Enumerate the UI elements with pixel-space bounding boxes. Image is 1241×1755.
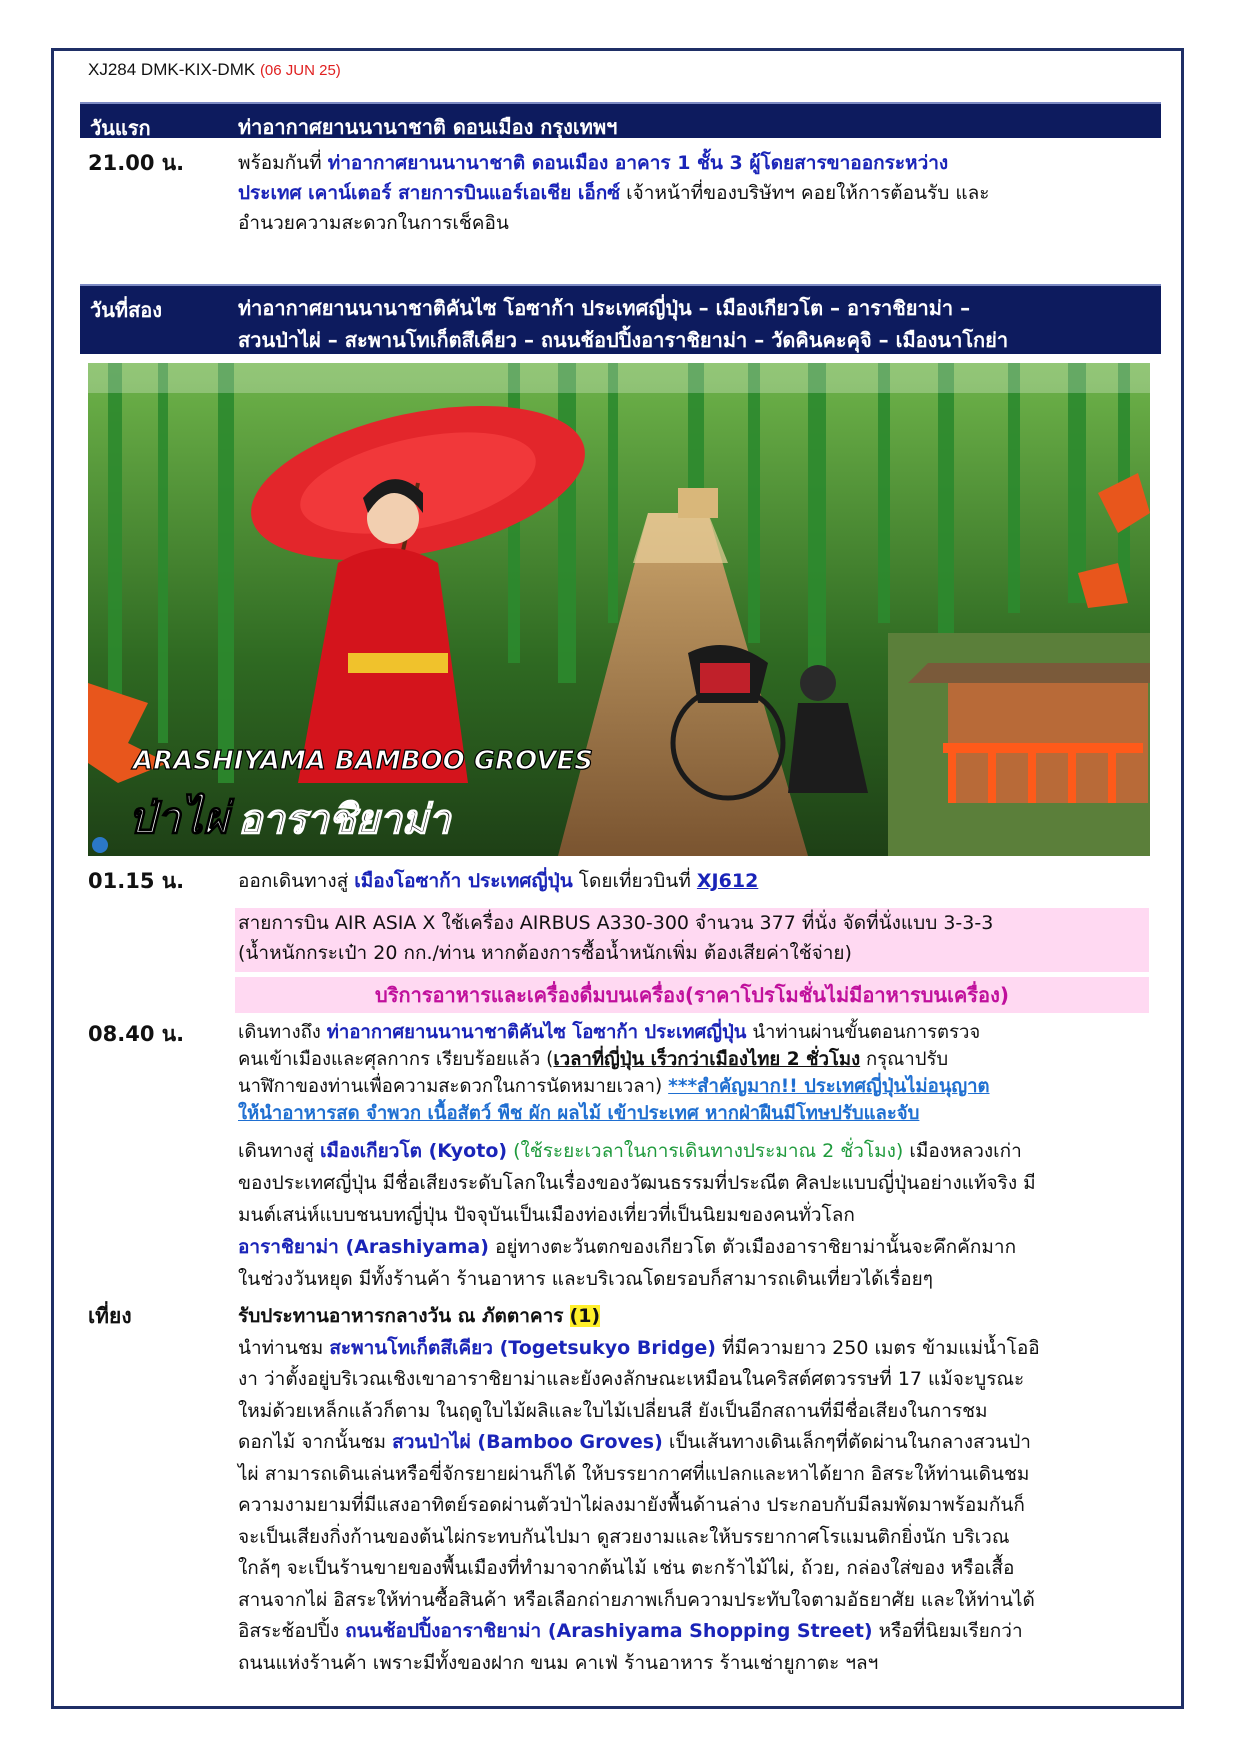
day1-item [88, 148, 1158, 243]
lunch-l3: ใหม่ด้วยเหล็กแล้วก็ตาม ในฤดูใบไม้ผลิและใบไม้เปลี่ยนสี ยังเป็นอีกสถานที่มีชื่อเสียงในการชม [238, 1399, 988, 1422]
kyoto-e: ของประเทศญี่ปุ่น มีชื่อเสียงระดับโลกในเรื่องของวัฒนธรรมที่ประณีต ศิลปะแบบญี่ปุ่นอย่างแท้จริง มี [238, 1172, 1036, 1194]
day1-text-a: พร้อมกันที่ [238, 152, 322, 174]
bamboo-groves: สวนป่าไผ่ (Bamboo Groves) [392, 1431, 663, 1453]
day1-text [238, 148, 1156, 238]
banner-title-th-b: อาราชิยาม่า [238, 796, 451, 843]
meal-count-badge: (1) [569, 1305, 601, 1327]
logo-mark [92, 837, 108, 853]
togetsukyo-bridge: สะพานโทเก็ตสึเคียว (Togetsukyo Bridge) [329, 1336, 716, 1359]
time-difference-note: เวลาที่ญี่ปุ่น เร็วกว่าเมืองไทย 2 ชั่วโมง [553, 1049, 861, 1070]
shopping-street: ถนนช้อปปิ้งอาราชิยาม่า (Arashiyama Shopping Street) [345, 1620, 873, 1642]
flight-header [88, 60, 341, 80]
day1-counter: ประเทศ เคาน์เตอร์ สายการบินแอร์เอเชีย เอ็กซ์ [238, 182, 621, 204]
time-0840: 08.40 น. [88, 1022, 185, 1046]
flight-date: (06 JUN 25) [259, 62, 341, 79]
time-2100: 21.00 น. [88, 151, 185, 175]
arashiyama-banner-image [88, 363, 1150, 856]
item-lunch [88, 1301, 1158, 1691]
important-warning-b: ให้นำอาหารสด จำพวก เนื้อสัตว์ พืช ผัก ผลไม้ เข้าประเทศ หากฝ่าฝืนมีโทษปรับและจับ [238, 1103, 920, 1124]
day2-label: วันที่สอง [90, 298, 163, 322]
lunch-l11: ถนนแห่งร้านค้า เพราะมีทั้งของฝาก ขนม คาเฟ่ ร้านอาหาร ร้านเช่ายูกาตะ ฯลฯ [238, 1651, 879, 1674]
lunch-l1a: นำท่านชม [238, 1336, 324, 1359]
kyoto-i: ในช่วงวันหยุด มีทั้งร้านค้า ร้านอาหาร และบริเวณโดยรอบก็สามารถเดินเที่ยวได้เรื่อยๆ [238, 1268, 933, 1290]
time-lunch: เที่ยง [88, 1304, 132, 1328]
item-0840-text [238, 1019, 1156, 1127]
t0840-a: เดินทางถึง [238, 1022, 321, 1043]
lunch-title: รับประทานอาหารกลางวัน ณ ภัตตาคาร [238, 1305, 564, 1327]
lunch-l2: งา ว่าตั้งอยู่บริเวณเชิงเขาอาราชิยาม่าและยังคงลักษณะเหมือนในคริสต์ศตวรรษที่ 17 แม้จะบูรณะ [238, 1368, 1025, 1390]
lunch-l10c: หรือที่นิยมเรียกว่า [878, 1620, 1023, 1642]
meal-notice: บริการอาหารและเครื่องดื่มบนเครื่อง(ราคาโปรโมชั่นไม่มีอาหารบนเครื่อง) [235, 977, 1149, 1013]
item-0115-text [238, 866, 1156, 896]
lunch-l5: ไผ่ สามารถเดินเล่นหรือขี่จักรยายผ่านก็ได้ ให้บรรยากาศที่แปลกและหาได้ยาก อิสระให้ท่านเดินชม [238, 1462, 1030, 1485]
kyoto-paragraph [88, 1135, 1158, 1295]
day2-title-line2: สวนป่าไผ่ – สะพานโทเก็ตสึเคียว – ถนนช้อปปิ้งอาราชิยาม่า – วัดคินคะคุจิ – เมืองนาโกย่า [238, 328, 1009, 352]
day2-band [80, 284, 1161, 354]
day1-text-e: อำนวยความสะดวกในการเช็คอิน [238, 212, 509, 234]
day1-label: วันแรก [90, 116, 151, 140]
kyoto-travel-time: (ใช้ระยะเวลาในการเดินทางประมาณ 2 ชั่วโมง) [513, 1140, 904, 1162]
lunch-l4c: เป็นเส้นทางเดินเล็กๆที่ตัดผ่านในกลางสวนป่า [668, 1431, 1031, 1453]
lunch-text [238, 1301, 1156, 1679]
flight-info [88, 908, 1158, 972]
item-0115 [88, 866, 1158, 900]
t0840-c: นำท่านผ่านขั้นตอนการตรวจ [752, 1022, 981, 1043]
arashiyama-name: อาราชิยาม่า (Arashiyama) [238, 1236, 489, 1258]
day1-band [80, 102, 1161, 138]
kyoto-text [238, 1135, 1156, 1295]
day1-airport: ท่าอากาศยานนานาชาติ ดอนเมือง อาคาร 1 ชั้น 3 ผู้โดยสารขาออกระหว่าง [327, 152, 949, 174]
flight-number-link[interactable]: XJ612 [696, 870, 759, 892]
flight-info-line2: (น้ำหนักกระเป๋า 20 กก./ท่าน หากต้องการซื้อน้ำหนักเพิ่ม ต้องเสียค่าใช้จ่าย) [238, 942, 852, 964]
t0840-f: กรุณาปรับ [866, 1049, 949, 1070]
lunch-l6: ความงามยามที่มีแสงอาทิตย์รอดผ่านตัวป่าไผ่ลงมายังพื้นด้านล่าง ประกอบกับมีลมพัดมาพร้อมกันก็ [238, 1494, 1025, 1516]
flight-info-text [238, 908, 1156, 968]
kyoto-f: มนต์เสน่ห์แบบชนบทญี่ปุ่น ปัจจุบันเป็นเมืองท่องเที่ยวที่เป็นนิยมของคนทั่วโลก [238, 1204, 855, 1226]
t0115-a: ออกเดินทางสู่ [238, 870, 349, 892]
kyoto-a: เดินทางสู่ [238, 1140, 314, 1162]
kyoto-d: เมืองหลวงเก่า [909, 1140, 1022, 1162]
t0840-g: นาฬิกาของท่านเพื่อความสะดวกในการนัดหมายเวลา) [238, 1076, 663, 1097]
lunch-l8: ใกล้ๆ จะเป็นร้านขายของพื้นเมืองที่ทำมาจากต้นไม้ เช่น ตะกร้าไม้ไผ่, ถ้วย, กล่องใส่ของ หรือเสื้อ [238, 1557, 1015, 1579]
day1-title: ท่าอากาศยานนานาชาติ ดอนเมือง กรุงเทพฯ [238, 115, 618, 139]
lunch-l1c: ที่มีความยาว 250 เมตร ข้ามแม่น้ำโออิ [722, 1336, 1040, 1359]
t0840-d: คนเข้าเมืองและศุลกากร เรียบร้อยแล้ว ( [238, 1049, 554, 1070]
kyoto-h: อยู่ทางตะวันตกของเกียวโต ตัวเมืองอาราชิยาม่านั้นจะคึกคักมาก [494, 1236, 1017, 1258]
lunch-l7: จะเป็นเสียงกิ่งก้านของต้นไผ่กระทบกันไปมา ดูสวยงามและให้บรรยากาศโรแมนติกยิ่งนัก บริเวณ [238, 1525, 1010, 1548]
flight-route: XJ284 DMK-KIX-DMK [88, 60, 256, 79]
t0840-airport: ท่าอากาศยานนานาชาติคันไซ โอซาก้า ประเทศญี่ปุ่น [326, 1022, 747, 1043]
t0115-destination: เมืองโอซาก้า ประเทศญี่ปุ่น [354, 870, 573, 892]
lunch-l4a: ดอกไม้ จากนั้นชม [238, 1431, 387, 1453]
day1-text-d: เจ้าหน้าที่ของบริษัทฯ คอยให้การต้อนรับ และ [626, 182, 990, 204]
flight-info-line1: สายการบิน AIR ASIA X ใช้เครื่อง AIRBUS A330-300 จำนวน 377 ที่นั่ง จัดที่นั่งแบบ 3-3-3 [238, 912, 994, 934]
important-warning-a: ***สำคัญมาก!! ประเทศญี่ปุ่นไม่อนุญาต [668, 1076, 990, 1097]
kyoto-name: เมืองเกียวโต (Kyoto) [319, 1140, 508, 1162]
lunch-l10a: อิสระช้อปปิ้ง [238, 1620, 340, 1642]
lunch-l9: สานจากไผ่ อิสระให้ท่านซื้อสินค้า หรือเลือกถ่ายภาพเก็บความประทับใจตามอัธยาศัย และให้ท่านได้ [238, 1588, 1035, 1611]
t0115-c: โดยเที่ยวบินที่ [578, 870, 691, 892]
banner-title-en: ARASHIYAMA BAMBOO GROVES [133, 746, 593, 776]
time-0115: 01.15 น. [88, 869, 185, 893]
day2-title-line1: ท่าอากาศยานนานาชาติคันไซ โอซาก้า ประเทศญี่ปุ่น – เมืองเกียวโต – อาราชิยาม่า – [238, 296, 971, 320]
banner-title-th-a: ป่าไผ่ [128, 793, 229, 844]
